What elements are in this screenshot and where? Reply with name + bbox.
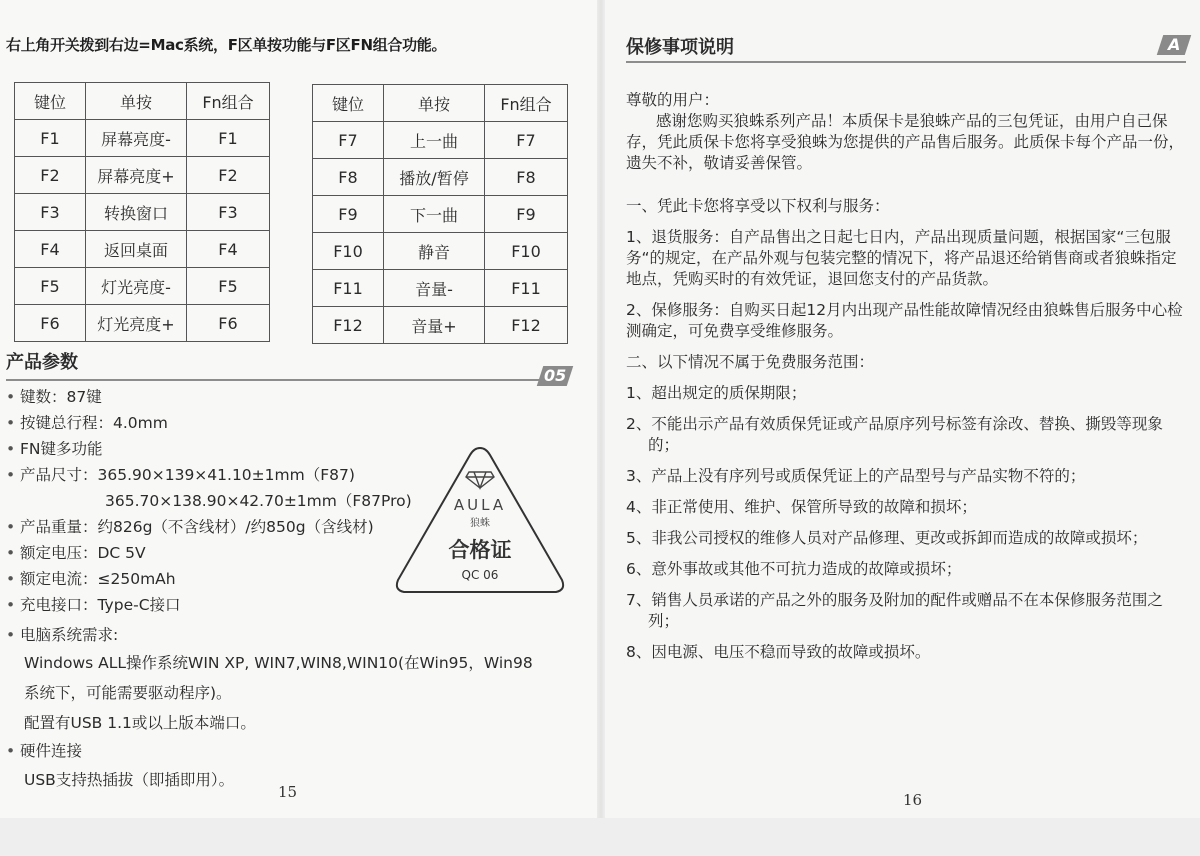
brand-logo-cn: 狼蛛 — [470, 518, 490, 529]
spec-travel: • 按键总行程：4.0mm — [6, 410, 533, 436]
section-number-tag: 05 — [537, 366, 573, 386]
table-row: F1 屏幕亮度- F1 — [15, 120, 270, 157]
spec-size: • 产品尺寸：365.90×139×41.10±1mm（F87) — [6, 462, 533, 488]
bullet-icon: • — [6, 570, 16, 588]
bullet-icon: • — [6, 440, 16, 458]
part1-item: 1、退货服务：自产品售出之日起七日内，产品出现质量问题，根据国家“三包服务“的规定，在产品外观与包装完整的情况下，将产品退还给销售商或者狼蛛指定地点，凭购买时的有效凭证，退回您支付的产品货款。 — [626, 228, 1177, 288]
bullet-icon: • — [6, 414, 16, 432]
part2-item: 3、产品上没有序列号或质保凭证上的产品型号与产品实物不符的； — [626, 467, 1086, 485]
table-row: F4 返回桌面 F4 — [15, 231, 270, 268]
section-divider — [626, 61, 1186, 63]
spec-current: • 额定电流：≤250mAh — [6, 566, 533, 592]
spec-fn: • FN键多功能 — [6, 436, 533, 462]
part2-item: 4、非正常使用、维护、保管所导致的故障和损坏； — [626, 498, 977, 516]
qc-code: QC 06 — [461, 568, 499, 582]
table-row: F3 转换窗口 F3 — [15, 194, 270, 231]
page-number-right: 16 — [903, 791, 923, 809]
spec-hardware-title: • 硬件连接 — [6, 738, 533, 764]
bullet-icon: • — [6, 466, 16, 484]
table-header-row: 键位 单按 Fn组合 — [313, 85, 568, 122]
fkey-table-right — [312, 84, 568, 344]
bullet-icon: • — [6, 742, 16, 760]
section-title-specs: 产品参数 — [6, 352, 78, 373]
table-row: F10 静音 F10 — [313, 233, 568, 270]
table-header-row: 键位 单按 Fn组合 — [15, 83, 270, 120]
table-row: F9 下一曲 F9 — [313, 196, 568, 233]
mac-mode-note: 右上角开关拨到右边=Mac系统，F区单按功能与F区FN组合功能。 — [6, 36, 447, 54]
part2-item: 6、意外事故或其他不可抗力造成的故障或损坏； — [626, 560, 962, 578]
part2-item: 7、销售人员承诺的产品之外的服务及附加的配件或赠品不在本保修服务范围之列； — [626, 591, 1163, 630]
spec-system-line: 系统下，可能需要驱动程序)。 — [24, 684, 232, 702]
scan-bottom-edge — [0, 818, 1200, 856]
part1-item: 2、保修服务：自购买日起12月内出现产品性能故障情况经由狼蛛售后服务中心检测确定，可免费享受维修服务。 — [626, 301, 1183, 340]
spec-size-pro: 365.70×138.90×42.70±1mm（F87Pro) — [105, 492, 412, 510]
table-row: F12 音量+ F12 — [313, 307, 568, 344]
table-row: F2 屏幕亮度+ F2 — [15, 157, 270, 194]
greeting: 尊敬的用户： — [626, 91, 720, 109]
bullet-icon: • — [6, 544, 16, 562]
spec-voltage: • 额定电压：DC 5V — [6, 540, 533, 566]
part2-item: 1、超出规定的质保期限； — [626, 384, 807, 402]
page-number-left: 15 — [278, 783, 298, 801]
fkey-table-left — [14, 82, 270, 342]
spec-hardware-line: USB支持热插拔（即插即用）。 — [24, 771, 235, 789]
table-row: F6 灯光亮度+ F6 — [15, 305, 270, 342]
bullet-icon: • — [6, 518, 16, 536]
part2-item: 5、非我公司授权的维修人员对产品修理、更改或拆卸而造成的故障或损坏； — [626, 529, 1148, 547]
spec-keys: • 键数：87键 — [6, 384, 533, 410]
intro-paragraph: 感谢您购买狼蛛系列产品！本质保卡是狼蛛产品的三包凭证，由用户自己保存，凭此质保卡您将享受狼蛛为您提供的产品售后服务。此质保卡每个产品一份，遗失不补，敬请妥善保管。 — [626, 112, 1185, 172]
qc-certificate-badge — [390, 440, 570, 600]
spider-logo-icon — [466, 472, 494, 488]
part2-item: 2、不能出示产品有效质保凭证或产品原序列号标签有涂改、替换、撕毁等现象的； — [626, 415, 1163, 454]
bullet-icon: • — [6, 626, 16, 644]
spec-port: • 充电接口：Type-C接口 — [6, 592, 533, 618]
spec-system-title: • 电脑系统需求: — [6, 622, 533, 648]
brand-logo: AULA — [453, 496, 507, 514]
section-divider — [6, 379, 546, 381]
table-row: F7 上一曲 F7 — [313, 122, 568, 159]
spec-weight: • 产品重量：约826g（不含线材）/约850g（含线材) — [6, 514, 533, 540]
table-row: F11 音量- F11 — [313, 270, 568, 307]
section-title-warranty: 保修事项说明 — [626, 37, 734, 58]
warranty-text — [626, 90, 1186, 663]
part1-title: 一、凭此卡您将享受以下权利与服务： — [626, 197, 890, 215]
spec-system-line: 配置有USB 1.1或以上版本端口。 — [24, 714, 256, 732]
section-letter-tag: A — [1157, 35, 1191, 55]
part2-item: 8、因电源、电压不稳而导致的故障或损坏。 — [626, 643, 931, 661]
table-row: F8 播放/暂停 F8 — [313, 159, 568, 196]
spec-system-line: Windows ALL操作系统WIN XP, WIN7,WIN8,WIN10(在Win95，Win98 — [24, 654, 533, 672]
bullet-icon: • — [6, 596, 16, 614]
book-gutter — [597, 0, 605, 856]
qc-title: 合格证 — [448, 538, 512, 562]
bullet-icon: • — [6, 388, 16, 406]
part2-title: 二、以下情况不属于免费服务范围： — [626, 353, 875, 371]
table-row: F5 灯光亮度- F5 — [15, 268, 270, 305]
